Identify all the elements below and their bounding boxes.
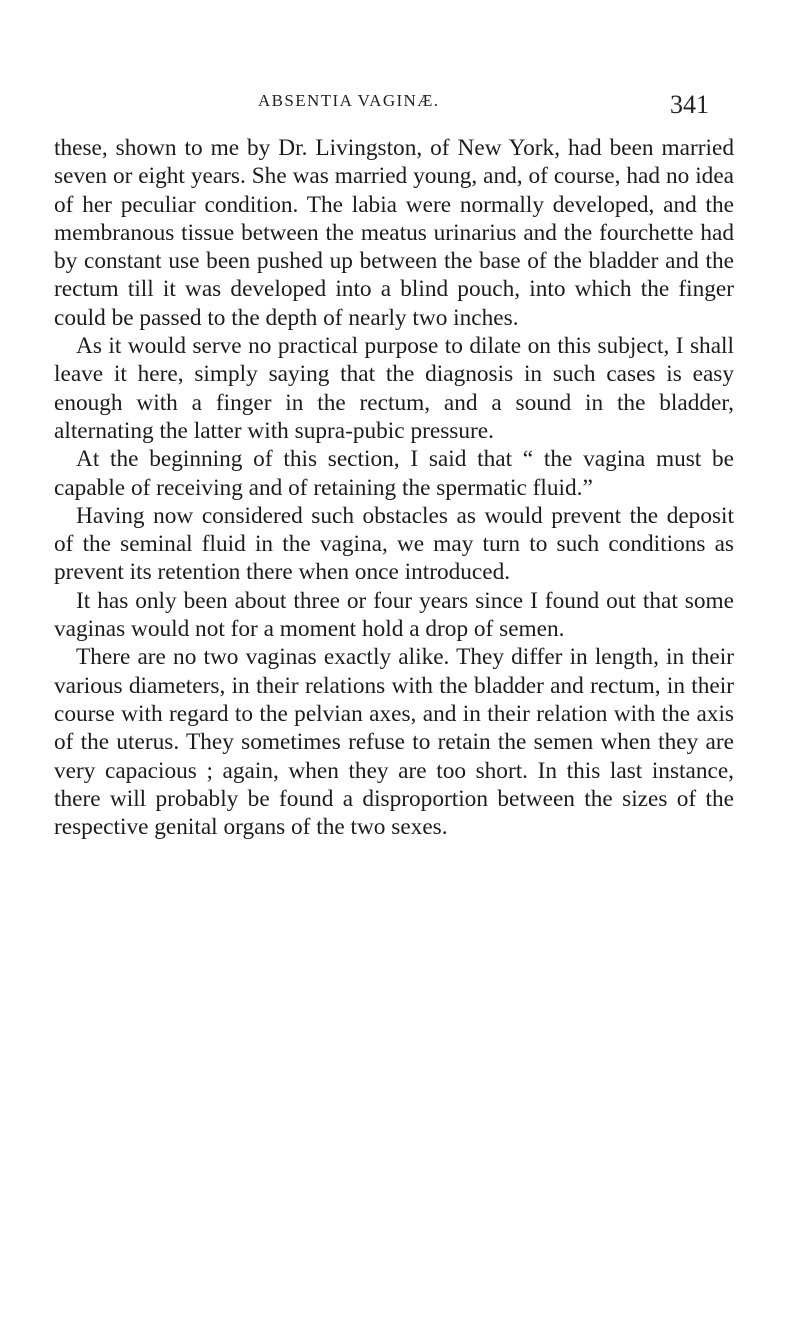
page-number: 341 [670, 90, 709, 119]
paragraph-obstacles: Having now considered such obstacles as would prevent the deposit of the seminal fluid in the vagina, we may turn to such conditions as prevent its retention there when once introduced. [54, 502, 734, 586]
running-head [0, 88, 800, 120]
paragraph-continuation: these, shown to me by Dr. Livingston, of New York, had been married seven or eight years. She was married young, and, of course, had no idea of her peculiar condition. The labia were normally developed, and the membranous tissue between the meatus urinarius and the fourchette had by constant use been pushed up between the base of the bladder and the rectum till it was developed into a blind pouch, into which the finger could be passed to the depth of nearly two inches. [54, 135, 734, 331]
paragraph-section-quote: At the beginning of this section, I said that “ the vagina must be capable of receiving and of retaining the spermatic fluid.” [54, 446, 734, 501]
paragraph-variations: There are no two vaginas exactly alike. They differ in length, in their various diameters, in their relations with the bladder and rectum, in their course with regard to the pelvian axes, and in their relation with the axis of the uterus. They sometimes refuse to retain the semen when they are very capacious ; again, when they are too short. In this last instance, there will probably be found a disproportion between the sizes of the respective genital organs of the two sexes. [54, 644, 734, 841]
body-text [54, 134, 734, 841]
paragraph-discovery: It has only been about three or four years since I found out that some vaginas would not for a moment hold a drop of semen. [54, 587, 734, 643]
running-title: ABSENTIA VAGINÆ. [258, 91, 440, 110]
paragraph-dilate: As it would serve no practical purpose to dilate on this subject, I shall leave it here, simply saying that the diagnosis in such cases is easy enough with a finger in the rectum, and a sound in the bladder, alternating the latter with supra-pubic pressure. [54, 333, 734, 444]
